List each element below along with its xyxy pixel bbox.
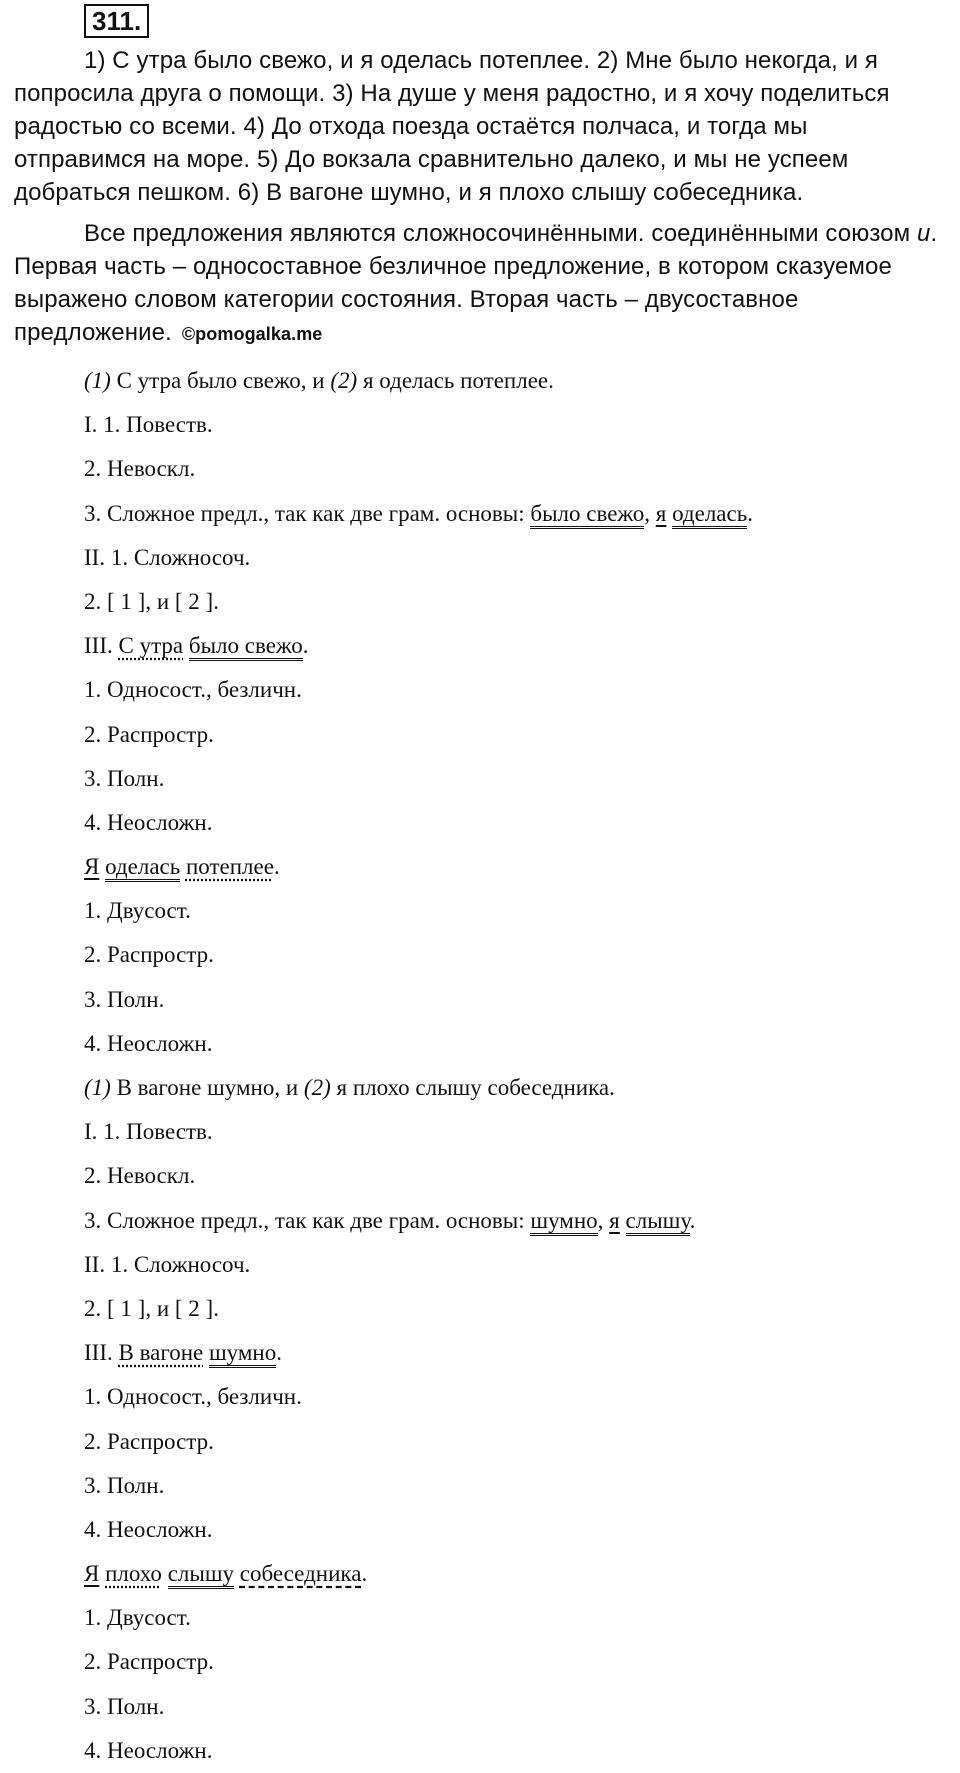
sentence-1 <box>84 359 944 403</box>
period: . <box>276 1340 282 1366</box>
analysis-line: 2. Невоскл. <box>84 1163 196 1189</box>
analysis-line: I. 1. Повеств. <box>84 412 213 438</box>
predicate: слышу <box>168 1561 234 1589</box>
section-label: III. <box>84 633 119 659</box>
part-2-parse <box>84 845 944 889</box>
period: . <box>689 1207 696 1233</box>
analysis-line: 4. Неосложн. <box>84 1516 213 1542</box>
basis-label: 3. Сложное предл., так как две грам. основы: <box>84 1207 531 1233</box>
part-number-2: (2) <box>303 1075 331 1100</box>
scheme-line: 2. [ 1 ], и [ 2 ]. <box>84 1295 219 1321</box>
adverbial: В вагоне <box>118 1340 204 1366</box>
sentence-text-b: я плохо слышу собеседника. <box>330 1075 615 1100</box>
analysis-line: 1. Двусост. <box>84 1605 191 1631</box>
analysis-line: 2. Распростр. <box>84 721 214 747</box>
predicate: шумно <box>209 1340 276 1368</box>
subject: Я <box>84 854 100 880</box>
analysis-line: 2. Невоскл. <box>84 456 196 482</box>
subject: я <box>609 1207 620 1233</box>
subject: Я <box>84 1561 100 1587</box>
analysis-line: 2. Распростр. <box>84 1428 214 1454</box>
part-1-parse <box>84 624 944 668</box>
predicate-2: слышу <box>626 1208 690 1236</box>
adverbial: потеплее <box>185 854 274 880</box>
sentence-text-a: В вагоне шумно, и <box>110 1075 304 1100</box>
part-number-2: (2) <box>330 368 358 393</box>
part-number-1: (1) <box>84 1075 111 1100</box>
analysis-block-2 <box>14 1066 944 1773</box>
subject: я <box>655 500 667 526</box>
sentence-text-a: С утра было свежо, и <box>110 368 331 393</box>
analysis-line: 1. Односост., безличн. <box>84 677 302 703</box>
sentence-6 <box>84 1066 944 1110</box>
predicate: оделась <box>105 854 180 882</box>
comma: , <box>644 500 650 526</box>
basis-label: 3. Сложное предл., так как две грам. основы: <box>84 500 531 526</box>
analysis-block-1 <box>14 359 944 1066</box>
space <box>183 633 189 658</box>
space <box>620 1208 626 1233</box>
predicate-2: оделась <box>672 501 747 529</box>
analysis-line: 3. Полн. <box>84 1693 165 1719</box>
analysis-line: 2. Распростр. <box>84 942 214 968</box>
analysis-line: 4. Неосложн. <box>84 1737 213 1763</box>
analysis-line: 1. Двусост. <box>84 898 191 924</box>
predicate-1: было свежо <box>530 501 644 529</box>
period: . <box>302 633 309 659</box>
exercise-page <box>14 4 944 1773</box>
analysis-line: 1. Односост., безличн. <box>84 1384 302 1410</box>
adverbial: плохо <box>105 1561 162 1587</box>
analysis-line: II. 1. Сложносоч. <box>84 1251 251 1277</box>
analysis-line: I. 1. Повеств. <box>84 1119 213 1145</box>
predicate: было свежо <box>189 633 303 661</box>
analysis-line: II. 1. Сложносоч. <box>84 544 251 570</box>
exercise-header <box>14 4 944 44</box>
space <box>162 1561 168 1586</box>
explanation-text-2: . Первая часть – односоставное безличное предложение, в котором сказуемое выражено словом категории состояния. Вторая часть – двусоставное предложение. <box>14 220 938 346</box>
analysis-line: 2. Распростр. <box>84 1649 214 1675</box>
analysis-line: 3. Полн. <box>84 986 165 1012</box>
grammar-basis-line <box>84 1199 944 1243</box>
scheme-line: 2. [ 1 ], и [ 2 ]. <box>84 588 219 614</box>
watermark: ©pomogalka.me <box>181 324 323 344</box>
analysis-line: 3. Полн. <box>84 1472 165 1498</box>
period: . <box>273 854 280 880</box>
part-2-parse <box>84 1552 944 1596</box>
adverbial: С утра <box>118 633 184 659</box>
section-label: III. <box>84 1340 119 1366</box>
object: собеседника <box>239 1561 362 1587</box>
explanation-paragraph <box>14 217 944 351</box>
comma: , <box>597 1207 604 1233</box>
task-sentences: 1) С утра было свежо, и я оделась потеплее. 2) Мне было некогда, и я попросила друга о помощи. 3) На душе у меня радостно, и я хочу поделиться радостью со всеми. 4) До отхода поезда остаётся полчаса, и тогда мы отправимся на море. 5) До вокзала сравнительно далеко, и мы не успеем добраться пешком. 6) В вагоне шумно, и я плохо слышу собеседника. <box>14 47 890 206</box>
period: . <box>361 1561 368 1587</box>
exercise-number: 311. <box>84 4 149 38</box>
period: . <box>747 500 753 526</box>
analysis-line: 4. Неосложн. <box>84 1030 213 1056</box>
conjunction-italic: и <box>916 220 931 247</box>
predicate-1: шумно <box>530 1208 597 1236</box>
analysis-line: 4. Неосложн. <box>84 809 213 835</box>
grammar-basis-line <box>84 492 944 536</box>
part-1-parse <box>84 1331 944 1375</box>
part-number-1: (1) <box>84 368 111 393</box>
analysis-line: 3. Полн. <box>84 765 165 791</box>
sentence-text-b: я оделась потеплее. <box>357 368 554 393</box>
explanation-text-1: Все предложения являются сложносочинёнными. соединёнными союзом <box>84 220 917 247</box>
